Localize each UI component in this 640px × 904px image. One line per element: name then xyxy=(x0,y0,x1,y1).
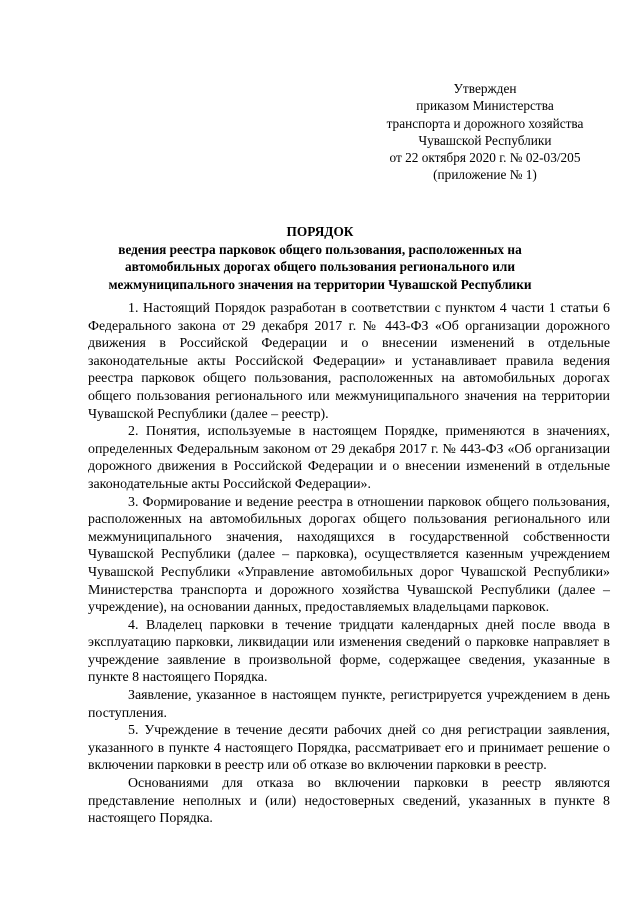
paragraph-2: 2. Понятия, используемые в настоящем Порядке, применяются в значениях, определенных Федеральным законом от 29 декабря 2017 г. № 443-ФЗ «Об организации дорожного движения в Российской Федерации и о внесении изменений в отдельные законодательные акты Российской Федерации». xyxy=(88,424,610,492)
approval-line: транспорта и дорожного хозяйства xyxy=(386,115,584,131)
paragraph-4-note: Заявление, указанное в настоящем пункте, регистрируется учреждением в день поступления. xyxy=(88,688,610,721)
paragraph-3: 3. Формирование и ведение реестра в отношении парковок общего пользования, расположенных на автомобильных дорогах общего пользования регионального или межмуниципального значения, находящихся в государственной собственности Чувашской Республики (далее – парковка), осуществляется казенным учреждением Чувашской Республики «Управление автомобильных дорог Чувашской Республики» Министерства транспорта и дорожного хозяйства Чувашской Республики (далее – учреждение), на основании данных, предоставляемых владельцами парковок. xyxy=(88,494,610,616)
title-line: ведения реестра парковок общего пользования, расположенных на xyxy=(118,241,522,257)
approval-line: приказом Министерства xyxy=(416,98,554,114)
approval-line: Утвержден xyxy=(453,81,517,96)
title-line: автомобильных дорогах общего пользования регионального или xyxy=(125,259,515,275)
paragraph-1: 1. Настоящий Порядок разработан в соответствии с пунктом 4 части 1 статьи 6 Федерального закона от 29 декабря 2017 г. № 443-ФЗ «Об организации дорожного движения в Российской Федерации и о внесении изменений в отдельные законодательные акты Российской Федерации» и устанавливает правила ведения реестра парковок общего пользования, расположенных на автомобильных дорогах общего пользования регионального или межмуниципального значения на территории Чувашской Республики (далее – реестр). xyxy=(88,301,610,422)
title-heading: ПОРЯДОК xyxy=(286,224,354,239)
approval-line: Чувашской Республики xyxy=(418,132,552,148)
paragraph-5-note: Основаниями для отказа во включении парковки в реестр являются представление неполных и (или) недостоверных сведений, указанных в пункте 8 настоящего Порядка. xyxy=(88,776,610,827)
approval-stamp xyxy=(360,80,610,184)
paragraph-4: 4. Владелец парковки в течение тридцати календарных дней после ввода в эксплуатацию парковки, ликвидации или изменения сведений о парковке направляет в учреждение заявление в произвольной форме, содержащее сведения, указанные в пункте 8 настоящего Порядка. xyxy=(88,617,610,686)
approval-line: от 22 октября 2020 г. № 02-03/205 xyxy=(389,150,581,166)
approval-line: (приложение № 1) xyxy=(433,167,537,183)
document-title xyxy=(100,223,540,293)
paragraph-5: 5. Учреждение в течение десяти рабочих дней со дня регистрации заявления, указанного в пункте 4 настоящего Порядка, рассматривает его и принимает решение о включении парковки в реестр или об отказе во включении парковки в реестр. xyxy=(88,723,610,774)
document-body xyxy=(88,300,610,828)
title-line: межмуниципального значения на территории Чувашской Республики xyxy=(108,276,532,292)
